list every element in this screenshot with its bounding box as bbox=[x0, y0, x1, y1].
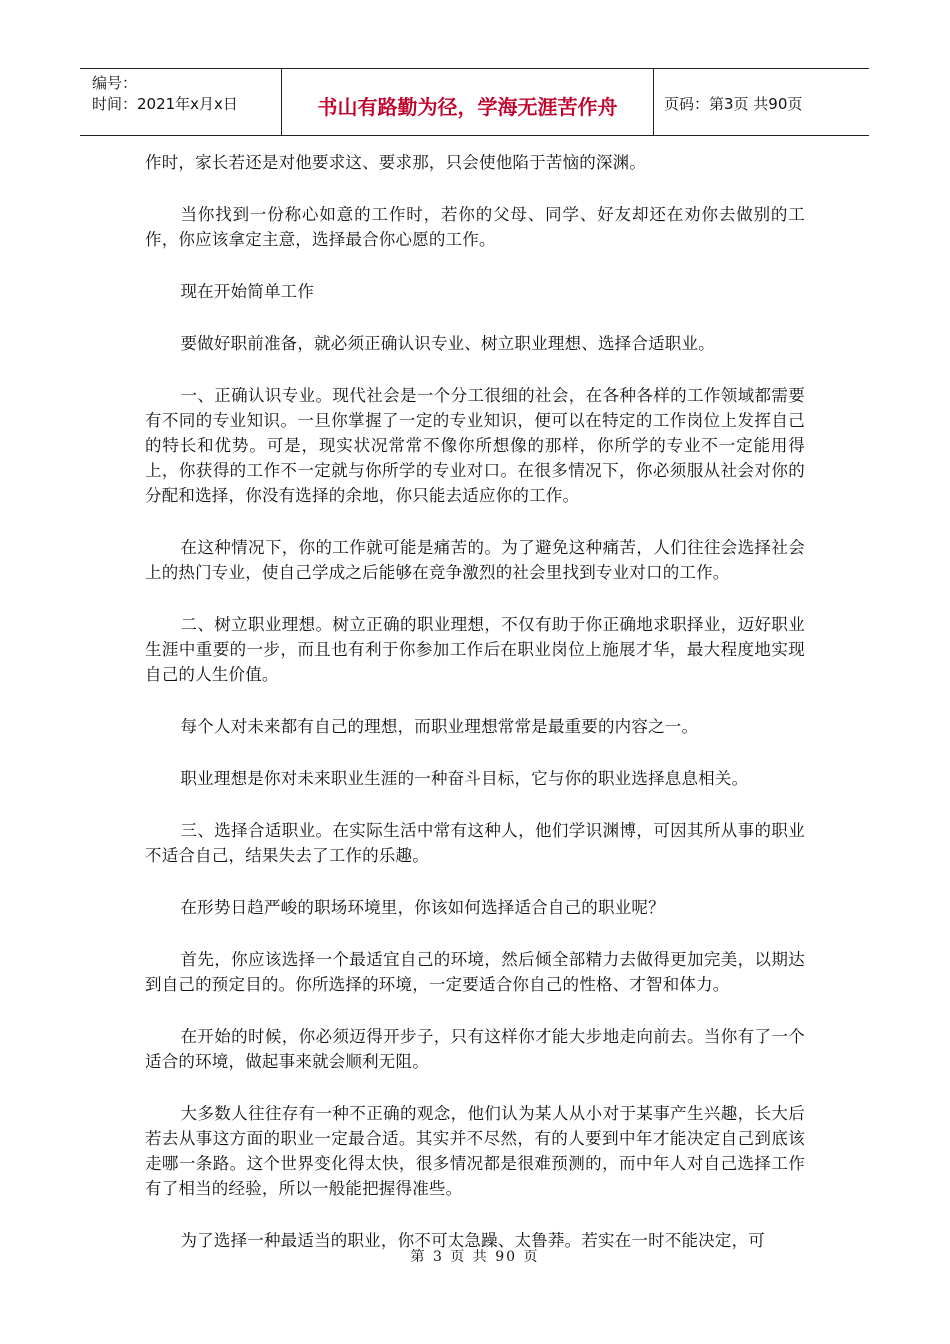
paragraph: 每个人对未来都有自己的理想，而职业理想常常是最重要的内容之一。 bbox=[180, 717, 699, 736]
motto-cell bbox=[282, 69, 654, 135]
number-label: 编号： bbox=[92, 74, 138, 92]
paragraph: 当你找到一份称心如意的工作时，若你的父母、同学、好友却还在劝你去做别的工作，你应该拿定主意，选择最合你心愿的工作。 bbox=[145, 205, 805, 249]
paragraph: 一、正确认识专业。现代社会是一个分工很细的社会，在各种各样的工作领域都需要有不同的专业知识。一旦你掌握了一定的专业知识，便可以在特定的工作岗位上发挥自己的特长和优势。可是，现实状况常常不像你所想像的那样，你所学的专业不一定能用得上，你获得的工作不一定就与你所学的专业对口。在很多情况下，你必须服从社会对你的分配和选择，你没有选择的余地，你只能去适应你的工作。 bbox=[145, 386, 805, 505]
paragraph: 首先，你应该选择一个最适宜自己的环境，然后倾全部精力去做得更加完美，以期达到自己的预定目的。你所选择的环境，一定要适合你自己的性格、才智和体力。 bbox=[145, 950, 805, 994]
paragraph: 要做好职前准备，就必须正确认识专业、树立职业理想、选择合适职业。 bbox=[180, 334, 715, 353]
paragraph: 现在开始简单工作 bbox=[180, 282, 315, 301]
page-code-cell bbox=[654, 69, 869, 135]
paragraph: 作时，家长若还是对他要求这、要求那，只会使他陷于苦恼的深渊。 bbox=[145, 153, 646, 172]
paragraph: 二、树立职业理想。树立正确的职业理想，不仅有助于你正确地求职择业，迈好职业生涯中重要的一步，而且也有利于你参加工作后在职业岗位上施展才华，最大程度地实现自己的人生价值。 bbox=[145, 615, 805, 684]
page-code-text: 页码：第3页 共90页 bbox=[664, 94, 803, 113]
paragraph: 在形势日趋严峻的职场环境里，你该如何选择适合自己的职业呢？ bbox=[180, 898, 665, 917]
paragraph: 三、选择合适职业。在实际生活中常有这种人，他们学识渊博，可因其所从事的职业不适合自己，结果失去了工作的乐趣。 bbox=[145, 821, 805, 865]
footer-page-number: 第 3 页 共 90 页 bbox=[410, 1249, 540, 1265]
header-meta-cell bbox=[80, 69, 282, 135]
page-footer bbox=[0, 1246, 950, 1266]
paragraph: 在这种情况下，你的工作就可能是痛苦的。为了避免这种痛苦，人们往往会选择社会上的热门专业，使自己学成之后能够在竞争激烈的社会里找到专业对口的工作。 bbox=[145, 538, 805, 582]
document-body bbox=[145, 150, 805, 1280]
date-label: 时间：2021年x月x日 bbox=[92, 95, 238, 113]
motto-text: 书山有路勤为径，学海无涯苦作舟 bbox=[317, 94, 618, 119]
paragraph: 为了选择一种最适当的职业，你不可太急躁、太鲁莽。若实在一时不能决定，可 bbox=[180, 1231, 765, 1250]
paragraph: 职业理想是你对未来职业生涯的一种奋斗目标，它与你的职业选择息息相关。 bbox=[180, 769, 749, 788]
paragraph: 大多数人往往存有一种不正确的观念，他们认为某人从小对于某事产生兴趣，长大后若去从事这方面的职业一定最合适。其实并不尽然，有的人要到中年才能决定自己到底该走哪一条路。这个世界变化得太快，很多情况都是很难预测的，而中年人对自己选择工作有了相当的经验，所以一般能把握得准些。 bbox=[145, 1104, 805, 1198]
paragraph: 在开始的时候，你必须迈得开步子，只有这样你才能大步地走向前去。当你有了一个适合的环境，做起事来就会顺利无阻。 bbox=[145, 1027, 805, 1071]
document-header bbox=[80, 68, 869, 136]
